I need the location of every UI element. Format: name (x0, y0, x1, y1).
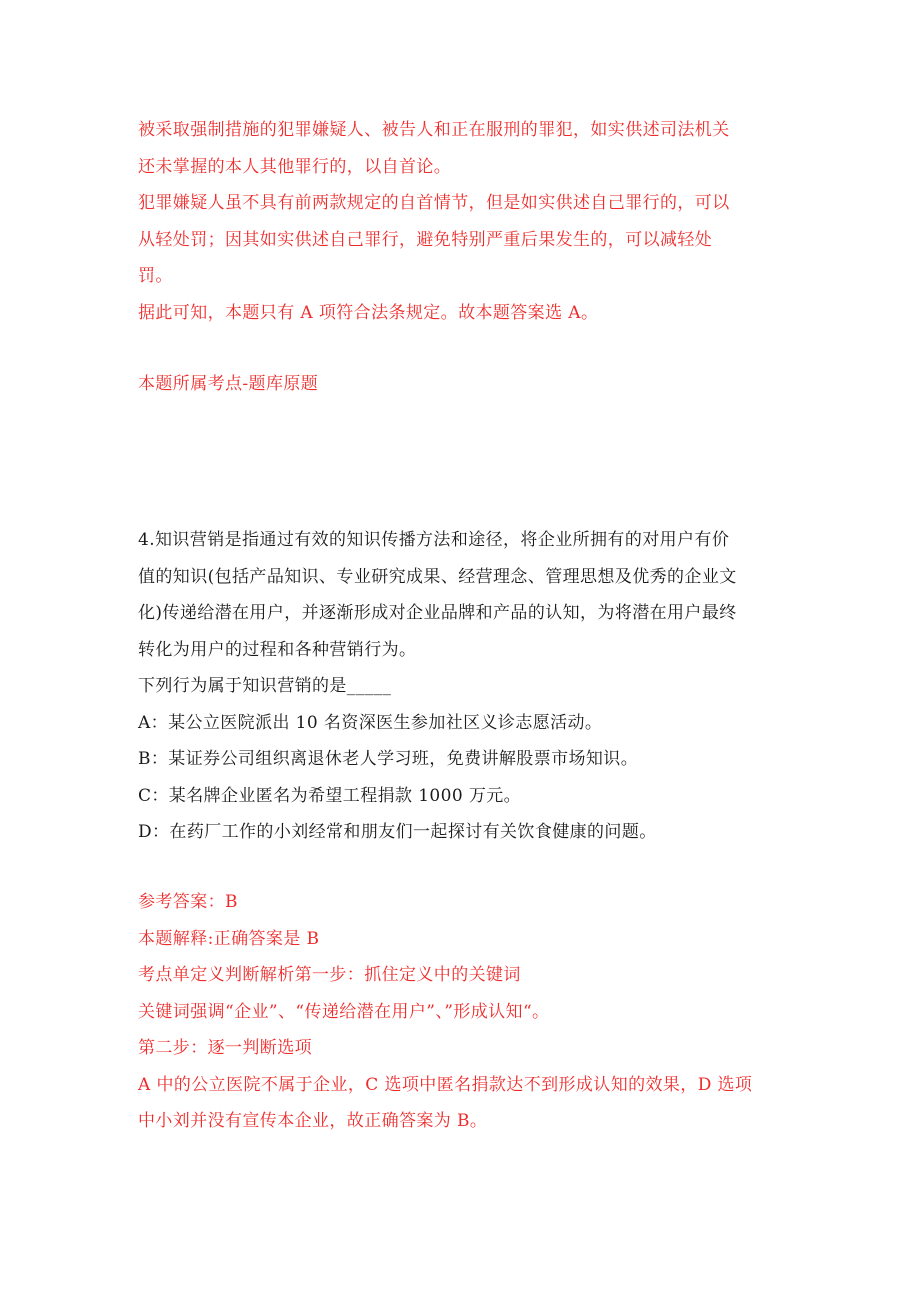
question-stem-line: 转化为用户的过程和各种营销行为。 (138, 639, 417, 660)
option-c: C：某名牌企业匿名为希望工程捐款 1000 万元。 (138, 785, 522, 806)
answer-explanation-line: 本题解释:正确答案是 B (138, 928, 320, 949)
answer-explanation-line: 关键词强调“企业”、“传递给潜在用户”、”形成认知“。 (138, 1001, 550, 1022)
question-4 (138, 522, 788, 851)
question-stem-line: 化)传递给潜在用户，并逐渐形成对企业品牌和产品的认知，为将潜在用户最终 (138, 603, 737, 623)
answer-explanation (138, 884, 788, 1140)
question-stem-line: 值的知识(包括产品知识、专业研究成果、经营理念、管理思想及优秀的企业文 (138, 566, 737, 587)
source-text: 本题所属考点-题库原题 (138, 374, 319, 394)
answer-explanation-line: 第二步：逐一判断选项 (138, 1038, 312, 1058)
option-a: A：某公立医院派出 10 名资深医生参加社区义诊志愿活动。 (138, 712, 603, 733)
question-prompt: 下列行为属于知识营销的是_____ (138, 676, 392, 696)
explanation-line: 还未掌握的本人其他罪行的，以自首论。 (138, 156, 452, 177)
explanation-line: 从轻处罚；因其如实供述自己罪行，避免特别严重后果发生的，可以减轻处 (138, 229, 713, 250)
explanation-line: 犯罪嫌疑人虽不具有前两款规定的自首情节，但是如实供述自己罪行的，可以 (138, 193, 730, 213)
option-b: B：某证券公司组织离退休老人学习班，免费讲解股票市场知识。 (138, 749, 639, 769)
answer-explanation-line: A 中的公立医院不属于企业，C 选项中匿名捐款达不到形成认知的效果，D 选项 (138, 1074, 753, 1095)
reference-answer: 参考答案：B (138, 892, 238, 912)
answer-explanation-line: 中小刘并没有宣传本企业，故正确答案为 B。 (138, 1111, 488, 1131)
explanation-line: 被采取强制措施的犯罪嫌疑人、被告人和正在服刑的罪犯，如实供述司法机关 (138, 120, 730, 140)
option-d: D：在药厂工作的小刘经常和朋友们一起探讨有关饮食健康的问题。 (138, 822, 657, 842)
question-stem-line: 4.知识营销是指通过有效的知识传播方法和途径，将企业所拥有的对用户有价 (138, 530, 730, 550)
source-note (138, 366, 788, 403)
explanation-line: 罚。 (138, 266, 173, 286)
explanation-conclusion: 据此可知，本题只有 A 项符合法条规定。故本题答案选 A。 (138, 302, 599, 323)
previous-answer-explanation (138, 112, 788, 331)
answer-explanation-line: 考点单定义判断解析第一步：抓住定义中的关键词 (138, 965, 521, 985)
